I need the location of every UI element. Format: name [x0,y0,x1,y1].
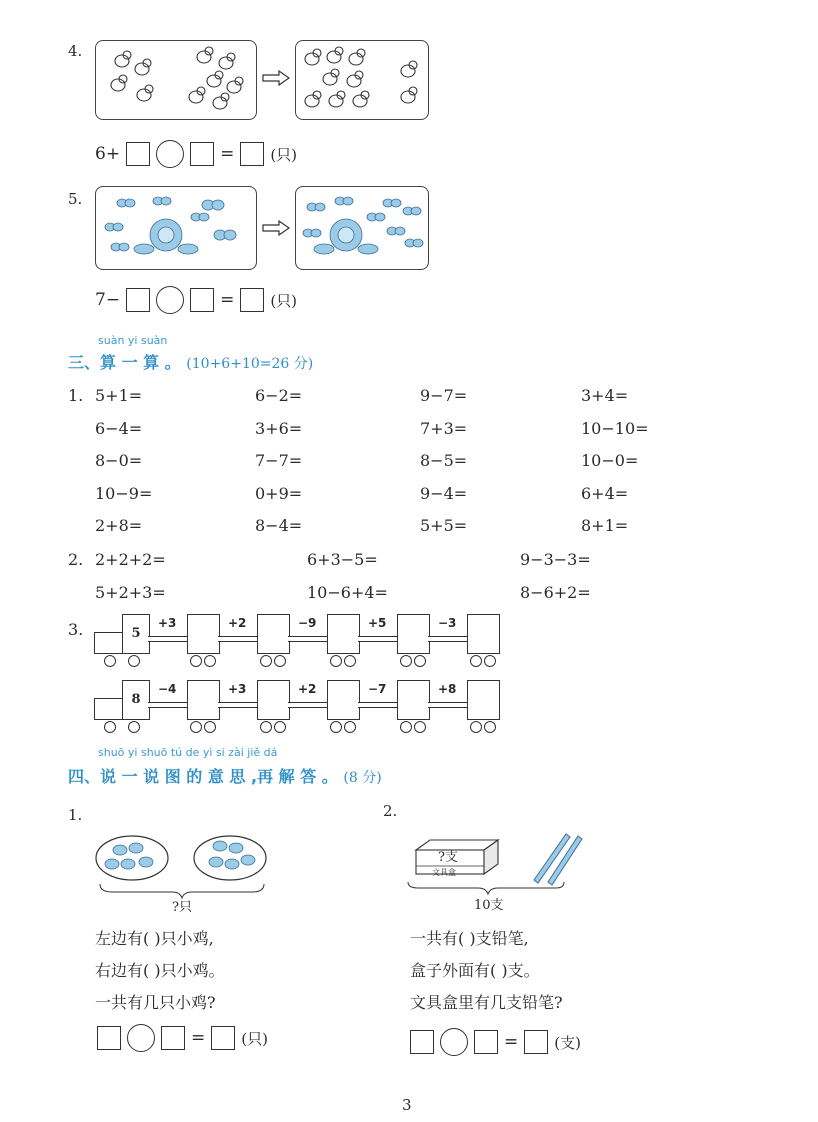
p1-line-2: 右边有( )只小鸡。 [95,961,225,980]
train-coupling [428,636,468,642]
wheel [344,655,356,667]
answer-box[interactable] [126,288,150,312]
section-3-pinyin: suàn yi suàn [98,334,168,347]
operation-label: −9 [298,616,317,630]
train-coupling [218,636,258,642]
chick-picture-after [295,40,429,120]
number-train-2 [94,680,504,736]
problem-1-number: 1. [68,806,83,824]
train-coupling [358,702,398,708]
q1-expression: 5+5= [420,516,468,535]
answer-wagon[interactable] [327,614,360,654]
question-4-number: 4. [68,42,83,60]
operation-label: +2 [228,616,247,630]
answer-wagon[interactable] [257,680,290,720]
arrow-right-icon [262,220,290,240]
q1-expression: 6−4= [95,418,143,438]
operation-label: +5 [368,616,387,630]
q1-number: 1. [68,386,84,405]
wheel [204,721,216,733]
wheel [104,721,116,733]
flower-picture-before [95,186,257,270]
answer-wagon[interactable] [187,680,220,720]
unit-label: (只) [270,291,298,310]
chick-picture-before [95,40,257,120]
wheel [484,721,496,733]
answer-wagon[interactable] [467,680,500,720]
unit-label: (支) [554,1033,581,1052]
result-box[interactable] [524,1030,548,1054]
wheel [204,655,216,667]
q2-expression: 8−6+2= [520,583,591,602]
p1-line-1: 左边有( )只小鸡, [95,929,214,948]
unit-label: (只) [270,145,298,164]
answer-wagon[interactable] [397,614,430,654]
q1-expression: 10−9= [95,483,153,503]
wheel [414,655,426,667]
butterfly-flower-illustration [296,187,428,269]
section-3-title: 三、算 一 算 。 [68,353,181,372]
wheel [414,721,426,733]
q1-expression: 3+6= [255,418,303,438]
equals-sign: = [191,1028,206,1048]
arrow-right-icon [262,70,290,90]
wheel [190,655,202,667]
answer-box[interactable] [97,1026,121,1050]
chick-plates-illustration [92,832,272,906]
q1-expression: 8−4= [255,516,303,535]
q2-number: 2. [68,550,84,569]
q2-expression: 6+3−5= [307,550,378,569]
q1-expression: 8−0= [95,451,143,470]
operation-label: +3 [228,682,247,696]
answer-wagon[interactable] [257,614,290,654]
q1-expression: 10−0= [581,451,639,470]
q1-expression: 9−4= [420,483,468,503]
wheel [330,721,342,733]
question-4-equation [95,140,297,168]
section-4-points: (8 分) [343,770,382,786]
operation-label: +3 [158,616,177,630]
operator-circle[interactable] [156,140,184,168]
train-coupling [148,636,188,642]
wheel [470,655,482,667]
train-coupling [288,636,328,642]
section-4-title: 四、说 一 说 图 的 意 思 ,再 解 答 。 [68,767,338,786]
wheel [260,721,272,733]
p2-line-2: 盒子外面有( )支。 [410,961,540,980]
train-coupling [288,702,328,708]
wheel [400,721,412,733]
q1-expression: 9−7= [420,386,468,405]
wheel [344,721,356,733]
operation-label: −7 [368,682,387,696]
q2-expression: 9−3−3= [520,550,591,569]
result-box[interactable] [240,288,264,312]
wheel [400,655,412,667]
start-number-box: 5 [122,614,150,654]
wheel [274,721,286,733]
q2-expression: 10−6+4= [307,583,388,602]
q1-expression: 10−10= [581,418,649,438]
answer-box[interactable] [190,288,214,312]
answer-wagon[interactable] [187,614,220,654]
answer-box[interactable] [474,1030,498,1054]
result-box[interactable] [240,142,264,166]
equals-sign: = [220,144,235,164]
answer-box[interactable] [410,1030,434,1054]
p1-line-3: 一共有几只小鸡? [95,993,216,1012]
operation-label: −3 [438,616,457,630]
q1-expression: 7−7= [255,451,303,470]
q1-expression: 6−2= [255,386,303,405]
wheel [484,655,496,667]
q2-expression: 2+2+2= [95,550,166,569]
q1-expression: 7+3= [420,418,468,438]
wheel [104,655,116,667]
box-text: 文具盒 [432,868,456,877]
operator-circle[interactable] [156,286,184,314]
q2-expression: 5+2+3= [95,583,166,602]
operator-circle[interactable] [127,1024,155,1052]
brace-label: ?只 [172,900,192,915]
answer-box[interactable] [126,142,150,166]
train-coupling [148,702,188,708]
p2-line-3: 文具盒里有几支铅笔? [410,993,563,1012]
answer-wagon[interactable] [327,680,360,720]
q3-number: 3. [68,620,84,639]
answer-box[interactable] [161,1026,185,1050]
operation-label: −4 [158,682,177,696]
question-5-equation [95,286,297,314]
flower-picture-after [295,186,429,270]
start-number-box: 8 [122,680,150,720]
question-5-number: 5. [68,190,83,208]
result-box[interactable] [211,1026,235,1050]
section-4-heading [68,764,382,787]
wheel [190,721,202,733]
equals-sign: = [220,290,235,310]
operation-label: +8 [438,682,457,696]
q1-expression: 3+4= [581,386,629,405]
p2-line-1: 一共有( )支铅笔, [410,929,529,948]
section-4-pinyin: shuō yi shuō tú de yì si zài jiě dá [98,746,278,759]
unit-label: (只) [241,1029,268,1048]
operator-circle[interactable] [440,1028,468,1056]
q1-expression: 8−5= [420,451,468,470]
q1-expression: 2+8= [95,516,143,535]
train-coupling [218,702,258,708]
equation-start: 6+ [95,144,121,164]
chick-illustration [96,41,256,119]
section-3-points: (10+6+10=26 分) [186,356,314,372]
wheel [128,655,140,667]
problem-1-equation [97,1024,268,1052]
q1-expression: 6+4= [581,483,629,503]
wheel [470,721,482,733]
page-number: 3 [402,1096,412,1114]
chick-illustration [296,41,428,119]
number-train-1 [94,614,504,670]
q1-expression: 8+1= [581,516,629,535]
equation-start: 7− [95,290,121,310]
answer-wagon[interactable] [397,680,430,720]
brace-label: 10支 [474,898,504,913]
q1-expression: 5+1= [95,386,143,405]
wheel [128,721,140,733]
operation-label: +2 [298,682,317,696]
problem-2-number: 2. [383,802,398,820]
butterfly-flower-illustration [96,187,256,269]
train-coupling [358,636,398,642]
wheel [260,655,272,667]
problem-2-equation [410,1028,581,1056]
equals-sign: = [504,1032,519,1052]
wheel [274,655,286,667]
train-coupling [428,702,468,708]
answer-box[interactable] [190,142,214,166]
section-3-heading [68,350,313,373]
box-label: ?支 [438,850,458,865]
wheel [330,655,342,667]
q1-expression: 0+9= [255,483,303,503]
answer-wagon[interactable] [467,614,500,654]
